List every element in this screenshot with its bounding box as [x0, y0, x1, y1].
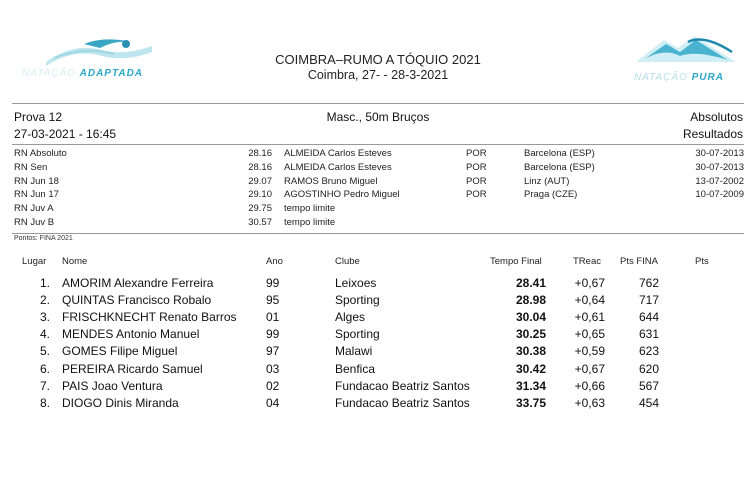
- result-club: Leixoes: [335, 276, 377, 290]
- result-club: Fundacao Beatriz Santos: [335, 395, 470, 410]
- record-date: 30-07-2013: [695, 148, 744, 159]
- result-row: [0, 276, 756, 293]
- record-holder: AGOSTINHO Pedro Miguel: [284, 189, 400, 201]
- result-row: [0, 362, 756, 379]
- result-fina-points: 567: [638, 378, 659, 393]
- results-table: [0, 276, 756, 416]
- record-holder: ALMEIDA Carlos Esteves: [284, 161, 392, 173]
- result-place: 7.: [39, 378, 50, 393]
- results-header: [0, 256, 756, 270]
- event-status: Resultados: [682, 127, 743, 141]
- event-datetime: 27-03-2021 - 16:45: [14, 127, 117, 141]
- result-fina-points: 620: [638, 361, 659, 376]
- record-label: RN Absoluto: [14, 148, 67, 159]
- event-category: Absolutos: [690, 110, 743, 124]
- record-label: RN Juv B: [14, 217, 55, 228]
- result-final-time: 30.25: [515, 327, 546, 342]
- result-place: 5.: [39, 344, 50, 359]
- event-number: Prova 12: [14, 110, 63, 124]
- record-time: 30.57: [248, 217, 272, 228]
- col-fina-pts: Pts FINA: [620, 256, 659, 267]
- result-name: PEREIRA Ricardo Samuel: [62, 361, 203, 376]
- result-year: 99: [266, 276, 280, 290]
- result-year: 01: [266, 310, 280, 325]
- result-fina-points: 762: [638, 276, 659, 290]
- result-row: [0, 396, 756, 413]
- result-reaction: +0,61: [574, 310, 605, 325]
- result-reaction: +0,67: [574, 276, 605, 290]
- col-club: Clube: [335, 256, 360, 267]
- result-name: QUINTAS Francisco Robalo: [62, 293, 212, 308]
- record-label: RN Sen: [14, 161, 48, 173]
- records-divider: [12, 233, 744, 234]
- result-year: 97: [266, 344, 280, 359]
- record-time: 29.07: [248, 175, 272, 187]
- col-name: Nome: [62, 256, 88, 267]
- result-row: [0, 379, 756, 396]
- logo-right-part2: PURA: [691, 72, 724, 83]
- record-date: 10-07-2009: [695, 189, 744, 201]
- result-club: Malawi: [335, 344, 373, 359]
- points-note: Pontos: FINA 2021: [14, 235, 73, 242]
- result-name: AMORIM Alexandre Ferreira: [62, 276, 214, 290]
- result-fina-points: 454: [638, 395, 659, 410]
- result-place: 4.: [39, 327, 50, 342]
- result-place: 6.: [39, 361, 50, 376]
- result-year: 03: [266, 361, 280, 376]
- header-divider: [12, 103, 744, 104]
- record-row: [14, 175, 744, 189]
- record-date: 13-07-2002: [695, 175, 744, 187]
- record-row: [14, 216, 744, 230]
- record-row: [14, 202, 744, 216]
- col-final-time: Tempo Final: [490, 256, 542, 267]
- result-name: DIOGO Dinis Miranda: [62, 395, 179, 410]
- result-row: [0, 310, 756, 327]
- result-year: 04: [266, 395, 280, 410]
- record-place: Praga (CZE): [524, 189, 578, 201]
- result-row: [0, 327, 756, 344]
- record-nation: POR: [466, 161, 487, 173]
- result-fina-points: 631: [638, 327, 659, 342]
- record-place: Barcelona (ESP): [524, 161, 595, 173]
- record-row: [14, 147, 744, 161]
- result-club: Fundacao Beatriz Santos: [335, 378, 470, 393]
- record-time: 28.16: [248, 148, 272, 159]
- record-time: 29.75: [248, 203, 272, 215]
- record-label: RN Jun 17: [14, 189, 59, 201]
- result-year: 02: [266, 378, 280, 393]
- result-final-time: 28.41: [515, 276, 546, 290]
- result-name: PAIS Joao Ventura: [62, 378, 163, 393]
- result-final-time: 33.75: [515, 395, 546, 410]
- result-year: 99: [266, 327, 280, 342]
- record-place: Linz (AUT): [524, 175, 570, 187]
- result-year: 95: [266, 293, 280, 308]
- record-holder: ALMEIDA Carlos Esteves: [284, 148, 392, 159]
- record-date: 30-07-2013: [695, 161, 744, 173]
- record-row: [14, 188, 744, 202]
- result-place: 2.: [39, 293, 50, 308]
- result-club: Sporting: [335, 327, 380, 342]
- result-fina-points: 717: [638, 293, 659, 308]
- result-fina-points: 623: [638, 344, 659, 359]
- result-place: 8.: [39, 395, 50, 410]
- result-place: 1.: [39, 276, 50, 290]
- col-place: Lugar: [22, 256, 47, 267]
- logo-right-part1: NATAÇÃO: [634, 72, 688, 83]
- result-reaction: +0,67: [574, 361, 605, 376]
- record-nation: POR: [466, 148, 487, 159]
- record-holder: tempo limite: [284, 217, 336, 228]
- result-reaction: +0,64: [574, 293, 605, 308]
- result-club: Alges: [335, 310, 366, 325]
- record-nation: POR: [466, 175, 487, 187]
- result-row: [0, 344, 756, 361]
- meet-title: COIMBRA–RUMO A TÓQUIO 2021: [275, 52, 481, 67]
- record-time: 29.10: [248, 189, 272, 201]
- result-reaction: +0,63: [574, 395, 605, 410]
- records-table: [0, 147, 756, 231]
- result-club: Sporting: [335, 293, 380, 308]
- logo-left-part1: NATAÇÃO: [22, 68, 76, 79]
- result-fina-points: 644: [638, 310, 659, 325]
- col-year: Ano: [266, 256, 283, 267]
- record-place: Barcelona (ESP): [524, 148, 595, 159]
- result-final-time: 30.38: [515, 344, 546, 359]
- result-name: GOMES Filipe Miguel: [62, 344, 178, 359]
- result-name: MENDES Antonio Manuel: [62, 327, 200, 342]
- result-place: 3.: [39, 310, 50, 325]
- result-final-time: 30.04: [515, 310, 546, 325]
- result-row: [0, 293, 756, 310]
- logo-left-part2: ADAPTADA: [79, 68, 144, 79]
- record-row: [14, 161, 744, 175]
- record-nation: POR: [466, 189, 487, 201]
- record-label: RN Jun 18: [14, 175, 59, 187]
- result-reaction: +0,66: [574, 378, 605, 393]
- record-label: RN Juv A: [14, 203, 54, 215]
- record-holder: tempo limite: [284, 203, 336, 215]
- record-holder: RAMOS Bruno Miguel: [284, 175, 378, 187]
- result-reaction: +0,59: [574, 344, 605, 359]
- result-final-time: 31.34: [515, 378, 546, 393]
- col-reaction: TReac: [573, 256, 601, 267]
- meet-dates: Coimbra, 27- - 28-3-2021: [307, 68, 449, 82]
- result-name: FRISCHKNECHT Renato Barros: [62, 310, 237, 325]
- col-pts: Pts: [695, 256, 709, 267]
- result-final-time: 30.42: [515, 361, 546, 376]
- result-reaction: +0,65: [574, 327, 605, 342]
- event-name: Masc., 50m Bruços: [326, 110, 430, 124]
- record-time: 28.16: [248, 161, 272, 173]
- event-divider: [12, 144, 744, 145]
- result-final-time: 28.98: [515, 293, 546, 308]
- result-club: Benfica: [335, 361, 376, 376]
